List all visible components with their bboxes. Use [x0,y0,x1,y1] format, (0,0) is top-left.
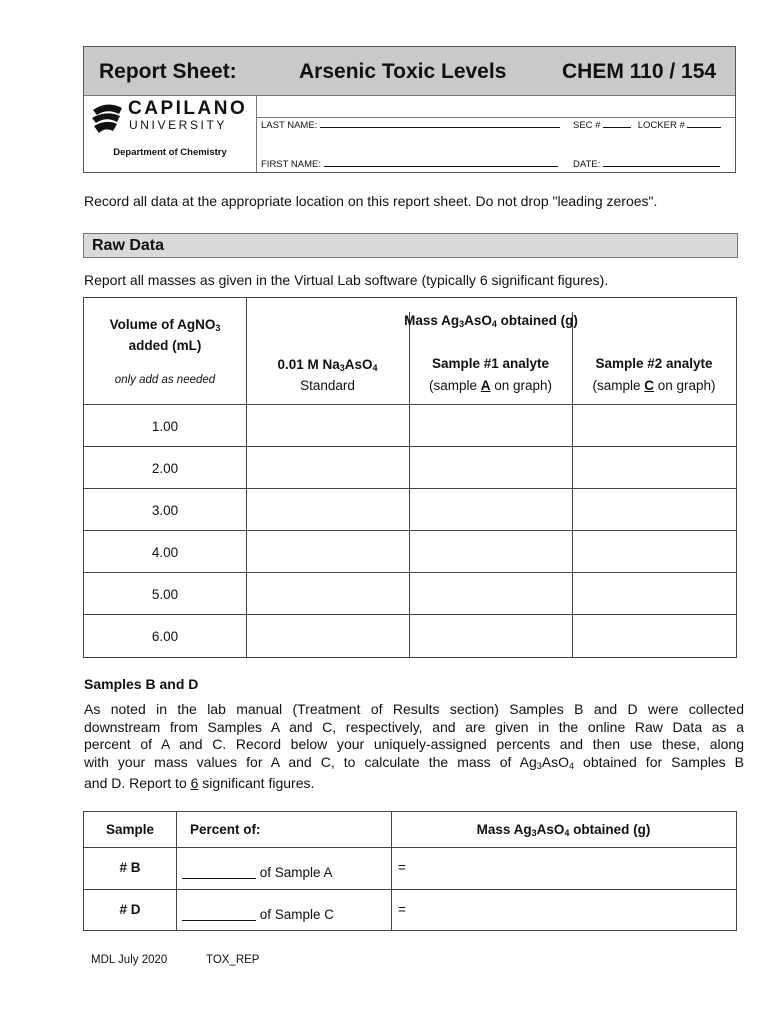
standard-column-header: 0.01 M $Na_3AsO_4$ Standard [277,357,378,393]
mass-group-header: Mass $Ag_3AsO_4$ obtained (g) [404,313,578,329]
first-name-label: FIRST NAME: [261,159,321,170]
date-label: DATE: [573,159,601,170]
volume-column-header: Volume of AgNO$_3$ added (mL) [109,317,221,353]
volume-cell: 6.00 [151,629,179,644]
report-title: Arsenic Toxic Levels [299,60,507,83]
header-title-bar [84,47,735,96]
sample-b-label: # B [119,860,141,875]
samples-bd-paragraph: As noted in the lab manual (Treatment of Results section) Samples B and D were collected downstream from Samples A and C, respectively, and are given in the online Raw Data as a percent of A and C. Record below your uniquely-assigned percents and then use these, along with your mass values for A and C, to calculate the mass of $Ag_3AsO_4$ obtained for Samples B and D. Report to 6 significant figures. [84,701,744,791]
volume-cell: 3.00 [151,503,179,518]
raw-data-heading: Raw Data [92,237,165,254]
volume-cell: 1.00 [151,419,179,434]
report-sheet-label: Report Sheet: [99,60,237,83]
logo-capilano-text: CAPILANO [128,98,248,119]
samples-bd-table [83,811,737,931]
course-code: CHEM 110 / 154 [562,60,717,83]
sample-b-percent-field[interactable] [182,869,256,879]
locker-label: LOCKER # [637,120,685,131]
footer-right: TOX_REP [206,954,260,966]
sample2-column-header: Sample #2 analyte (sample C on graph) [592,356,716,393]
last-name-field[interactable] [320,118,560,128]
sample-column-header: Sample [105,822,155,837]
volume-column-note: only add as needed [114,374,216,386]
sample1-column-header: Sample #1 analyte (sample A on graph) [428,356,553,393]
sample-d-percent: of Sample C [182,907,334,922]
department-label: Department of Chemistry [113,147,227,158]
first-name-field[interactable] [324,157,558,167]
sample-b-mass[interactable]: = [398,860,406,875]
raw-data-heading-bar [83,233,738,258]
locker-field[interactable] [687,118,721,128]
sample-d-label: # D [119,902,141,917]
raw-data-note: Report all masses as given in the Virtual Lab software (typically 6 significant figures). [84,272,609,288]
sec-row [573,118,721,131]
last-name-label: LAST NAME: [261,120,318,131]
volume-cell: 4.00 [151,545,179,560]
intro-text: Record all data at the appropriate location on this report sheet. Do not drop "leading zeroes". [84,193,658,209]
footer-left: MDL July 2020 [91,954,168,966]
sec-label: SEC # [573,120,601,131]
university-logo-block [84,95,257,172]
date-row [573,157,720,170]
date-field[interactable] [603,157,720,167]
report-header [83,46,736,173]
sample-d-percent-field[interactable] [182,911,256,921]
mass-column-header: Mass $Ag_3AsO_4$ obtained (g) [476,822,651,838]
sample-d-mass[interactable]: = [398,902,406,917]
sec-field[interactable] [603,118,631,128]
capilano-logo-icon [89,102,125,136]
raw-data-table [83,297,737,658]
samples-bd-heading: Samples B and D [84,676,199,692]
volume-cell: 2.00 [151,461,179,476]
logo-university-text: UNIVERSITY [129,118,228,132]
last-name-row [261,118,560,131]
percent-column-header: Percent of: [190,822,261,837]
volume-cell: 5.00 [151,587,179,602]
first-name-row [261,157,558,170]
sample-b-percent: of Sample A [182,865,333,880]
